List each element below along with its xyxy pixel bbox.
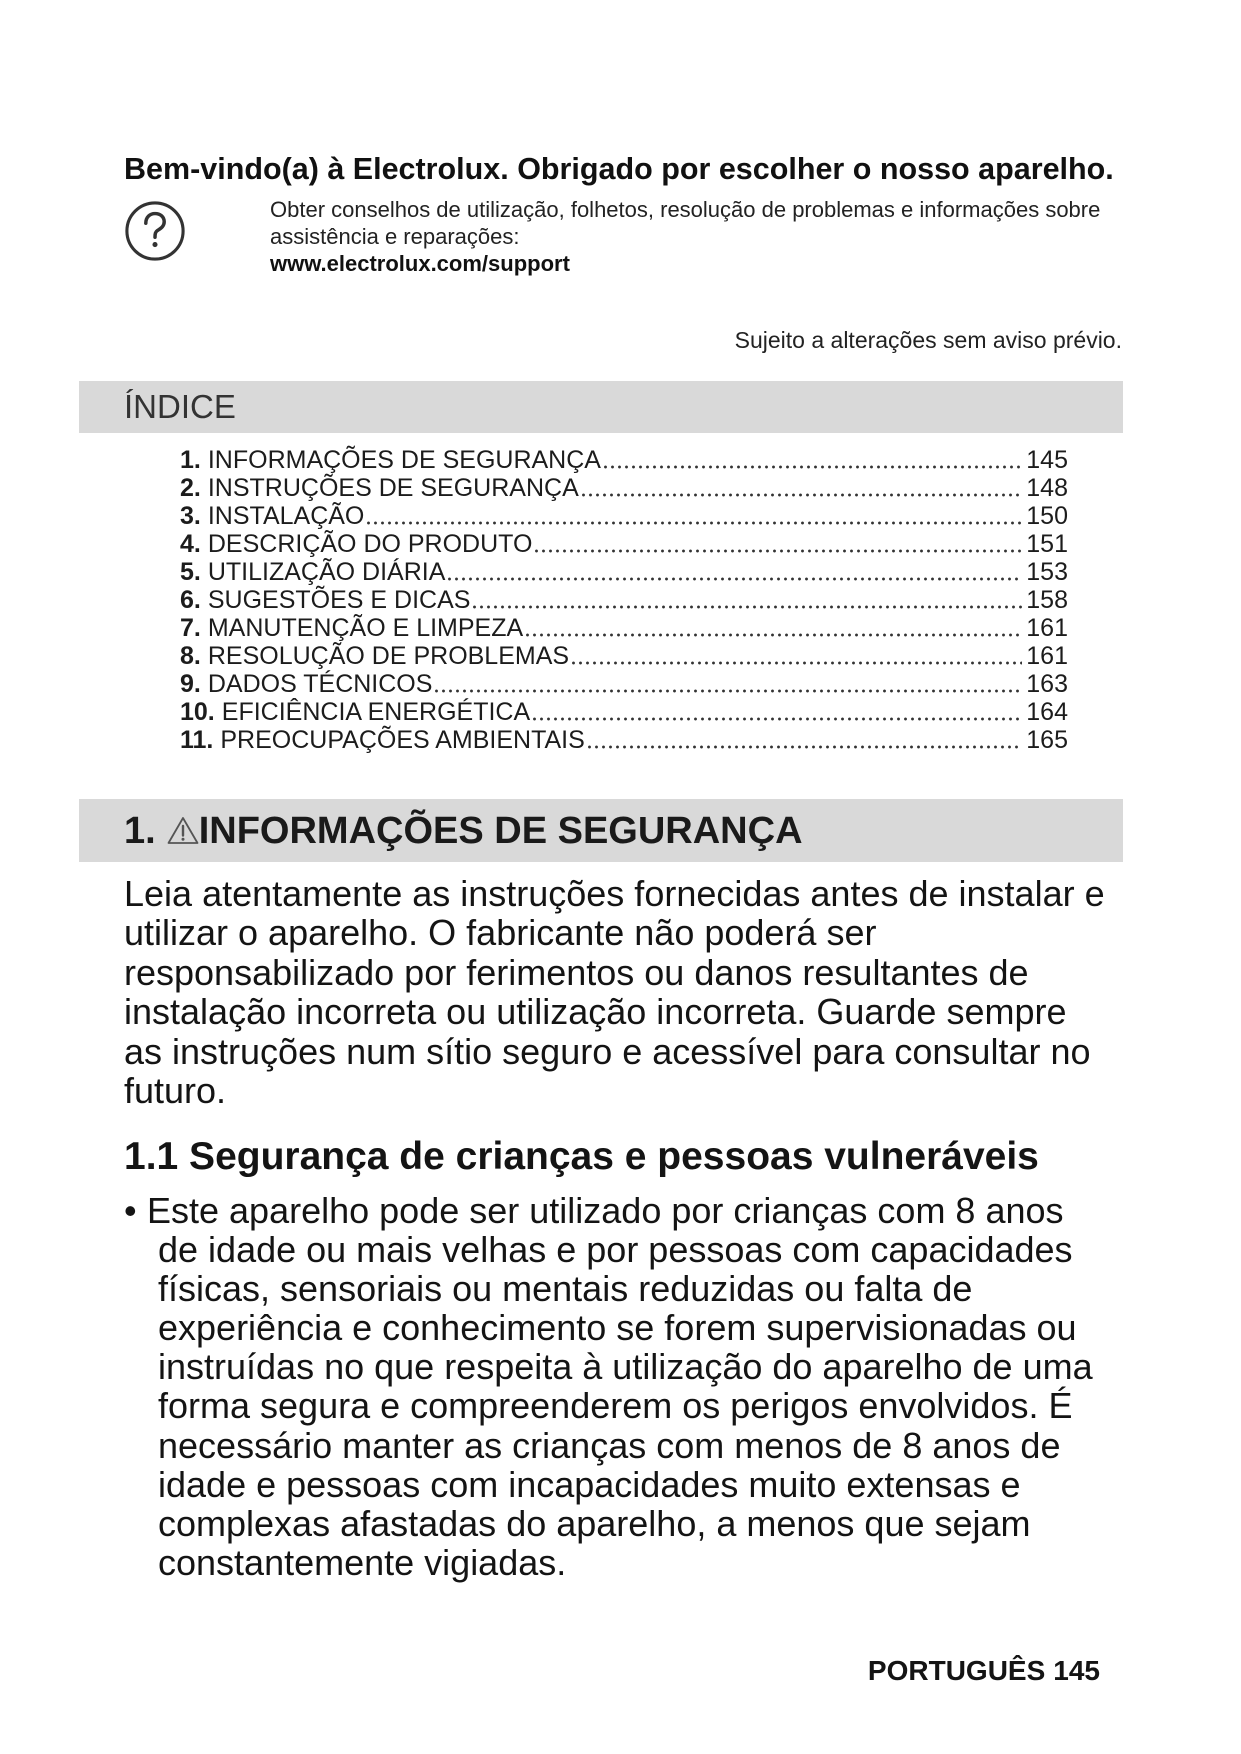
toc-entry-number: 11. [180,726,214,754]
welcome-title: Bem-vindo(a) à Electrolux. Obrigado por escolher o nosso aparelho. [124,152,1114,186]
toc-entry-number: 4. [180,530,201,558]
toc-entry-number: 7. [180,614,201,642]
paragraph-line: Leia atentamente as instruções fornecidas antes de instalar e [124,873,1105,914]
toc-entry-number: 5. [180,558,201,586]
toc-leader-dots [586,726,1022,754]
toc-leader-dots [471,586,1022,614]
bullet-item-line: físicas, sensoriais ou mentais reduzidas ou falta de [158,1268,973,1310]
paragraph-line: futuro. [124,1070,227,1112]
toc-entry-title: DADOS TÉCNICOS [207,670,433,698]
toc-leader-dots [580,474,1023,502]
table-of-contents [180,446,1068,754]
toc-entry [180,530,1068,558]
toc-entry-page: 145 [1026,446,1068,474]
bullet-item-line: forma segura e compreenderem os perigos envolvidos. É [158,1385,1073,1427]
bullet-item-line [124,1191,1093,1230]
toc-entry-page: 148 [1026,474,1068,502]
toc-entry-page: 150 [1026,502,1068,530]
section-heading-bar [79,799,1123,862]
toc-title: ÍNDICE [124,388,236,425]
question-mark-dot [152,242,157,247]
toc-entry [180,614,1068,642]
toc-leader-dots [531,698,1022,726]
toc-entry [180,586,1068,614]
toc-entry-number: 1. [180,446,201,474]
support-info [270,196,1100,277]
section-heading [124,808,803,854]
toc-entry [180,502,1068,530]
warning-exclamation-dot [181,838,184,841]
toc-entry-title: UTILIZAÇÃO DIÁRIA [207,558,446,586]
bullet-item-line: de idade ou mais velhas e por pessoas com capacidades [158,1229,1073,1271]
toc-entry [180,446,1068,474]
toc-entry-title: SUGESTÕES E DICAS [207,586,471,614]
warning-triangle-icon [167,816,199,845]
paragraph-line: as instruções num sítio seguro e acessível para consultar no [124,1030,1091,1072]
toc-entry-page: 161 [1026,614,1068,642]
toc-entry-title: EFICIÊNCIA ENERGÉTICA [221,698,531,726]
section-number: 1. [124,809,156,852]
toc-entry [180,670,1068,698]
toc-entry-page: 161 [1026,642,1068,670]
toc-entry-page: 163 [1026,670,1068,698]
toc-leader-dots [533,530,1022,558]
toc-entry-number: 10. [180,698,215,726]
toc-entry-title: INFORMAÇÕES DE SEGURANÇA [207,446,601,474]
toc-entry-page: 165 [1026,726,1068,754]
paragraph-line: instalação incorreta ou utilização incorreta. Guarde sempre [124,991,1067,1033]
question-circle-icon [124,200,186,262]
footer-page-number: 145 [1053,1655,1100,1686]
paragraph-line: utilizar o aparelho. O fabricante não poderá ser [124,912,877,954]
toc-entry-title: INSTRUÇÕES DE SEGURANÇA [207,474,579,502]
subsection-title: 1.1 Segurança de crianças e pessoas vulneráveis [124,1135,1039,1178]
toc-entry-page: 164 [1026,698,1068,726]
toc-leader-dots [365,502,1022,530]
toc-entry-number: 8. [180,642,201,670]
toc-entry [180,558,1068,586]
question-mark-glyph [146,214,164,238]
toc-entry [180,474,1068,502]
toc-entry-number: 2. [180,474,201,502]
toc-heading-bar [79,381,1123,433]
toc-entry [180,726,1068,754]
support-url-link[interactable]: www.electrolux.com/support [270,251,570,276]
toc-entry-page: 158 [1026,586,1068,614]
support-text-line: Obter conselhos de utilização, folhetos, resolução de problemas e informações sobre [270,197,1101,222]
toc-entry [180,642,1068,670]
toc-entry-number: 6. [180,586,201,614]
support-text-line: assistência e reparações: [270,224,520,249]
toc-leader-dots [570,642,1022,670]
footer-language: PORTUGUÊS [867,1655,1046,1686]
section-title: INFORMAÇÕES DE SEGURANÇA [198,809,803,852]
toc-leader-dots [433,670,1022,698]
safety-intro-paragraph [124,874,1105,1110]
toc-entry-title: MANUTENÇÃO E LIMPEZA [207,614,524,642]
bullet-item-line: experiência e conhecimento se forem supervisionadas ou [158,1307,1077,1349]
toc-entry-page: 151 [1026,530,1068,558]
change-notice: Sujeito a alterações sem aviso prévio. [734,327,1122,353]
toc-entry-title: PREOCUPAÇÕES AMBIENTAIS [220,726,585,754]
bullet-item-line: complexas afastadas do aparelho, a menos que sejam [158,1502,1031,1544]
bullet-item-line: necessário manter as crianças com menos de 8 anos de [158,1424,1061,1466]
toc-entry-title: DESCRIÇÃO DO PRODUTO [207,530,533,558]
toc-leader-dots [602,446,1022,474]
paragraph-line: responsabilizado por ferimentos ou danos resultantes de [124,951,1029,993]
bullet-item-line: idade e pessoas com incapacidades muito extensas e [158,1463,1021,1505]
bullet-text: Este aparelho pode ser utilizado por crianças com 8 anos [147,1190,1064,1231]
bullet-item-line: instruídas no que respeita à utilização do aparelho de uma [158,1346,1093,1388]
toc-entry-title: RESOLUÇÃO DE PROBLEMAS [207,642,570,670]
toc-entry-title: INSTALAÇÃO [207,502,365,530]
bullet-list [124,1191,1093,1582]
toc-leader-dots [446,558,1022,586]
toc-leader-dots [524,614,1022,642]
toc-entry-number: 9. [180,670,201,698]
toc-entry-page: 153 [1026,558,1068,586]
bullet-item-line: constantemente vigiadas. [158,1541,567,1583]
toc-entry [180,698,1068,726]
page-footer [868,1654,1100,1688]
toc-entry-number: 3. [180,502,201,530]
bullet-marker: • [124,1190,137,1231]
